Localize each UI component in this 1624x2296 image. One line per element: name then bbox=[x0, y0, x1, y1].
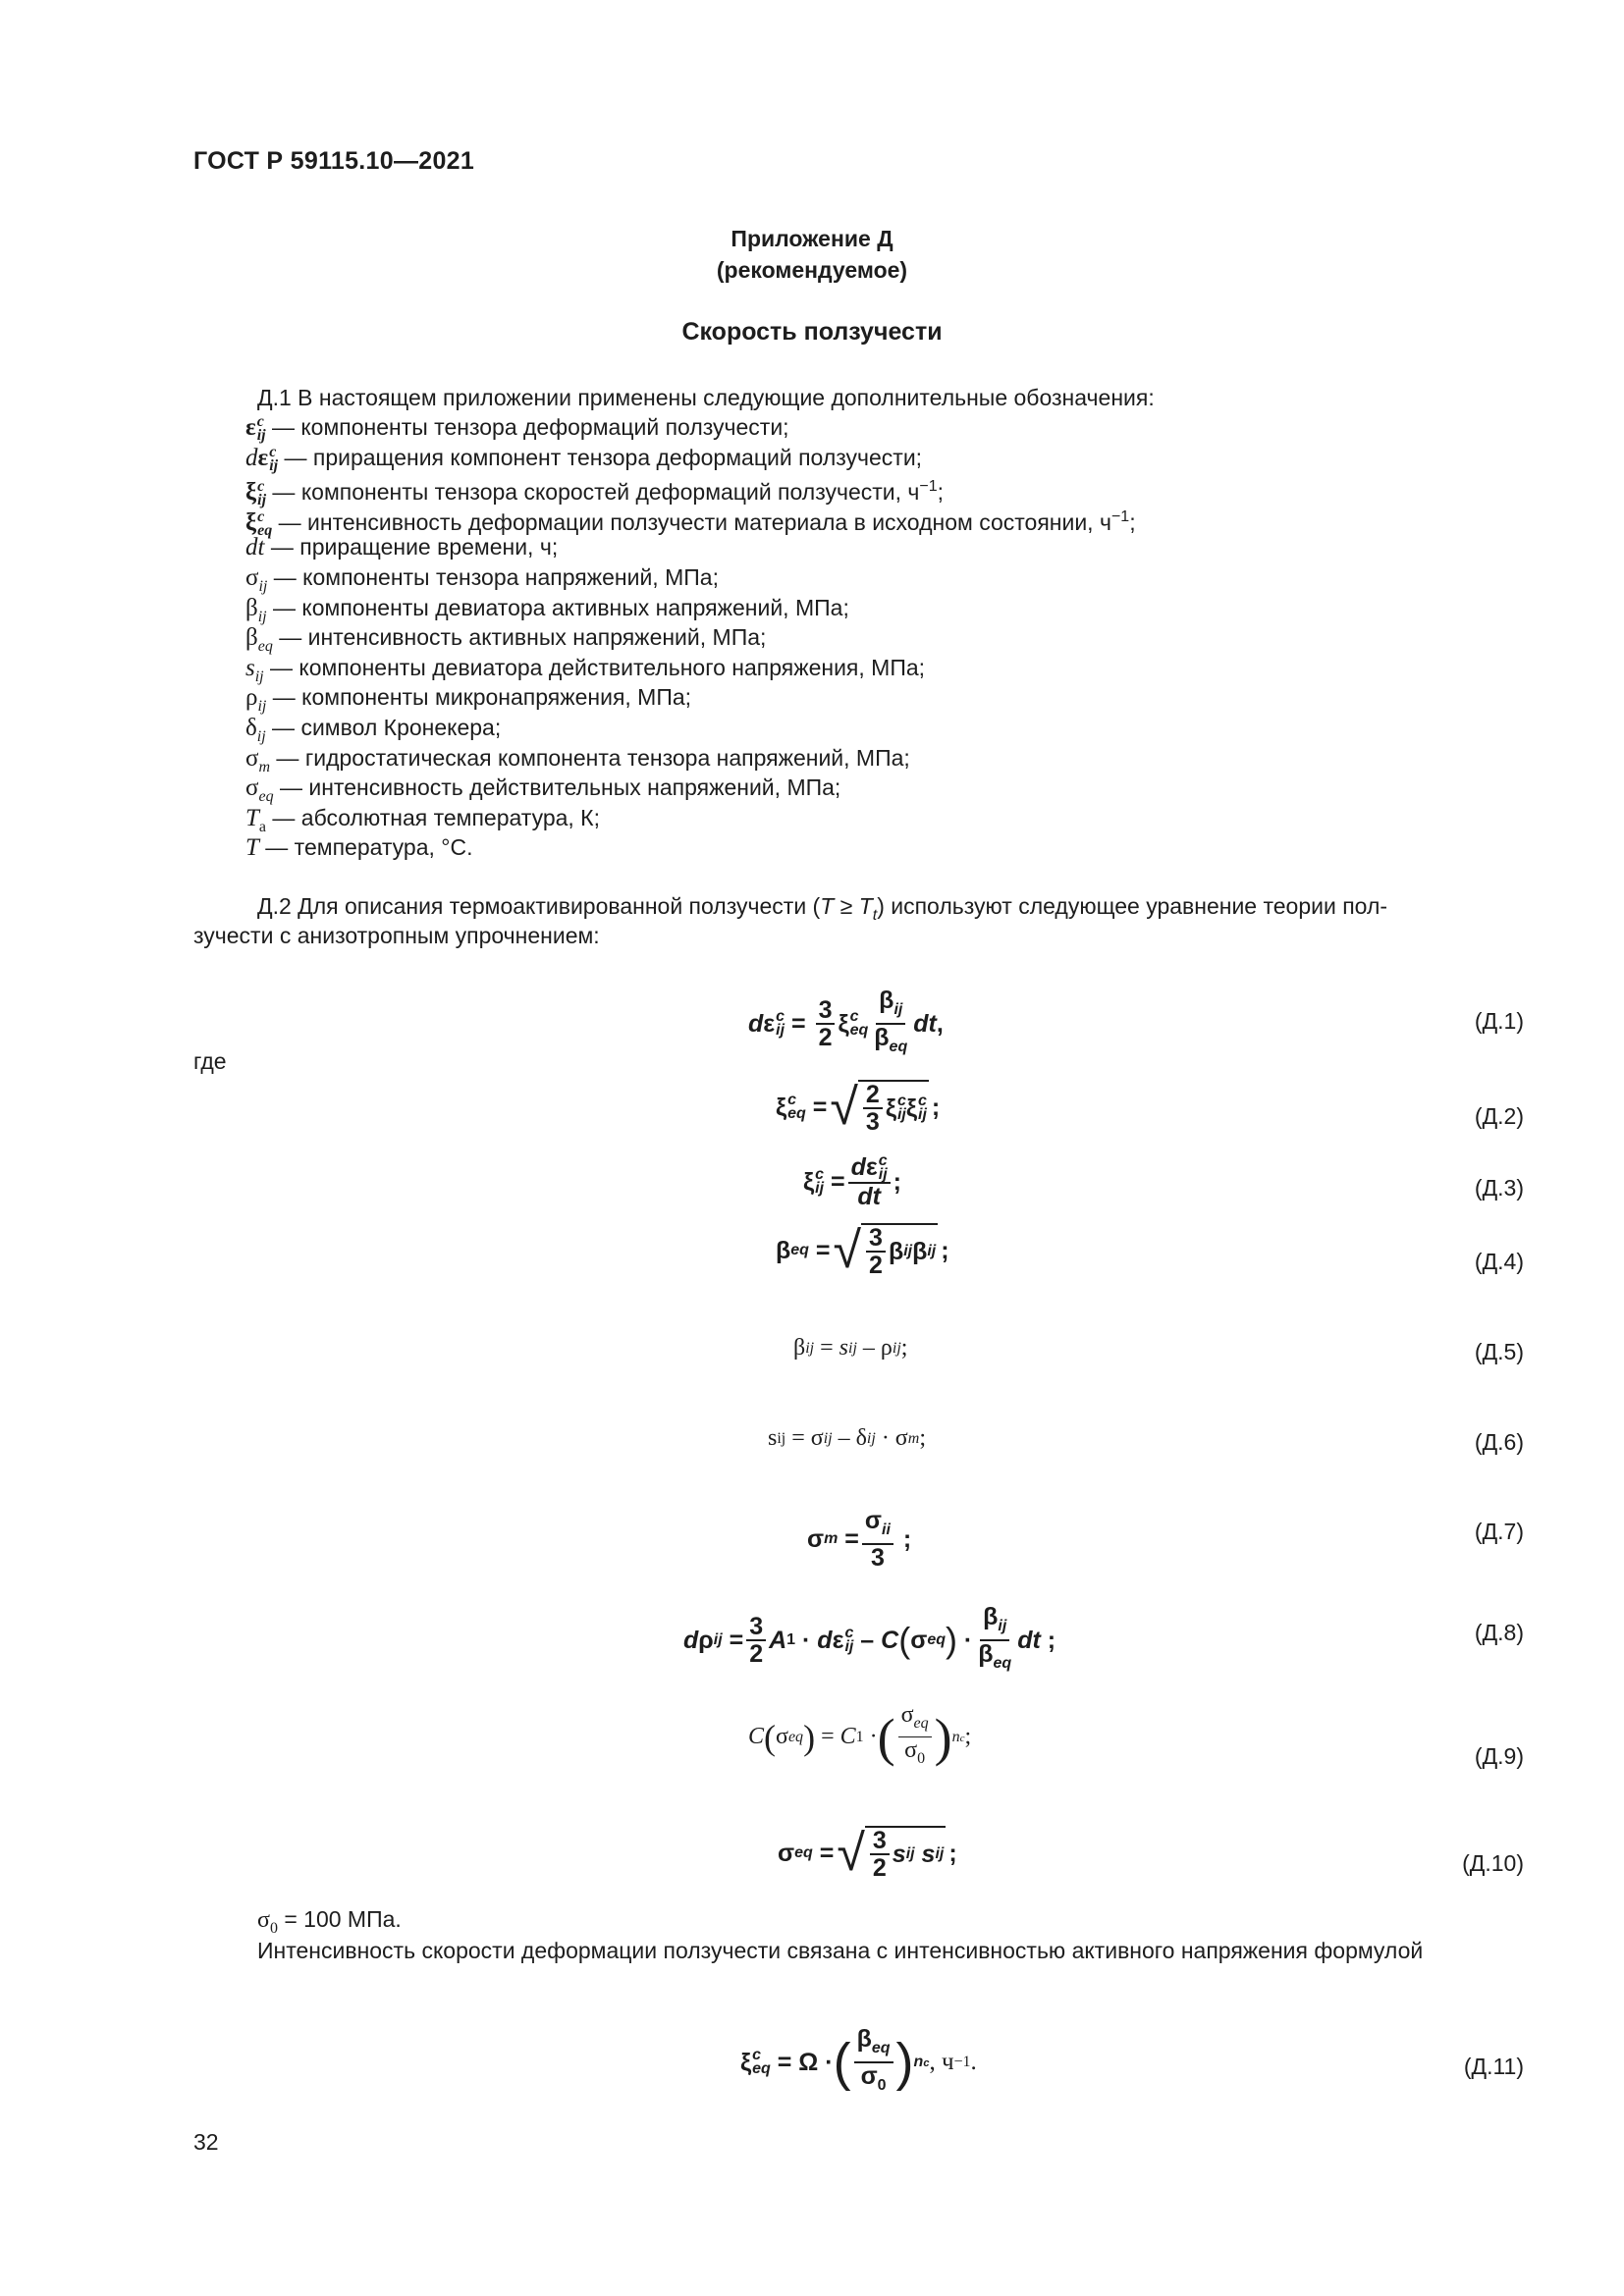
symbol-s-ij: $s_{ij}$ bbox=[245, 654, 264, 685]
symbol-eps-c-ij: ε c ij bbox=[245, 413, 266, 445]
symbol-sigma-m: $\sigma_m$ bbox=[245, 744, 271, 775]
definition-item: ξ c ij — компоненты тензора скоростей деформаций ползучести, $ч^{-1}$; bbox=[245, 478, 945, 509]
symbol-xi-c-eq: ξ c eq bbox=[245, 508, 273, 540]
formula-d11: ξ c eq = Ω · ( $\frac{\beta_{eq}}{\sigma_0}$ ) nc , ч −1 . bbox=[740, 2025, 977, 2094]
definition-item: $s_{ij}$ — компоненты девиатора действительного напряжения, МПа; bbox=[245, 653, 1136, 683]
symbol-beta-eq: $\beta_{eq}$ bbox=[245, 624, 273, 656]
symbol-d-eps-c-ij: dε c ij bbox=[245, 443, 279, 474]
formula-d10: σ eq = √ $\frac{3}{2}$ s ij s ij ; bbox=[778, 1825, 957, 1882]
symbol-rho-ij: $\rho_{ij}$ bbox=[245, 684, 267, 716]
formula-d9: C ( σ eq ) = C 1 · ( $\frac{\sigma_{eq}}{\sigma_0}$ ) nc ; bbox=[748, 1702, 972, 1767]
symbol-dt: dt bbox=[245, 534, 265, 561]
formula-d7: σ m = $\frac{\sigma_{ii}}{3}$ ; bbox=[807, 1507, 912, 1572]
definition-item: $\sigma_{eq}$ — интенсивность действительных напряжений, МПа; bbox=[245, 773, 1136, 803]
symbol-xi-c-ij: ξ c ij bbox=[245, 478, 267, 509]
formula-label-d9: (Д.9) bbox=[1474, 1743, 1524, 1769]
intro-paragraph: Д.1 В настоящем приложении применены следующие дополнительные обозначения: bbox=[257, 385, 1155, 410]
definition-item: T — температура, °С. bbox=[245, 834, 473, 862]
d2-paragraph-line2: зучести с анизотропным упрочнением: bbox=[193, 923, 600, 948]
closing-paragraph: Интенсивность скорости деформации ползучести связана с интенсивностью активного напряжения формулой bbox=[257, 1938, 1424, 1963]
definition-item: dε c ij — приращения компонент тензора деформаций ползучести; bbox=[245, 443, 923, 474]
definition-item: $\beta_{ij}$ — компоненты девиатора активных напряжений, МПа; bbox=[245, 593, 1136, 623]
definition-item: dt — приращение времени, ч; bbox=[245, 534, 559, 561]
definition-item: $\sigma_m$ — гидростатическая компонента тензора напряжений, МПа; bbox=[245, 743, 1136, 774]
symbol-t-a: $T_a$ bbox=[245, 804, 267, 835]
section-title: Скорость ползучести bbox=[681, 318, 943, 346]
annex-title: Приложение Д bbox=[731, 226, 893, 251]
formula-d3: ξ c ij = dε c ij dt ; bbox=[803, 1152, 901, 1211]
formula-label-d3: (Д.3) bbox=[1474, 1175, 1524, 1201]
symbol-delta-ij: $\delta_{ij}$ bbox=[245, 714, 266, 745]
definition-item: $\delta_{ij}$ — символ Кронекера; bbox=[245, 713, 1136, 743]
formula-label-d11: (Д.11) bbox=[1463, 2054, 1524, 2079]
symbol-beta-ij: $\beta_{ij}$ bbox=[245, 594, 267, 625]
annex-status: (рекомендуемое) bbox=[716, 257, 908, 283]
formula-d2: ξ c eq = √ $\frac{2}{3}$ ξ c ij ξ c ij ; bbox=[776, 1079, 941, 1136]
formula-d1: d ε c ij = $\frac{3}{2}$ ξ c eq $\frac{\beta_{ij}}{\beta_{eq}}$ dt , bbox=[748, 987, 944, 1055]
formula-label-d6: (Д.6) bbox=[1474, 1429, 1524, 1455]
formula-label-d8: (Д.8) bbox=[1474, 1620, 1524, 1645]
formula-label-d4: (Д.4) bbox=[1474, 1249, 1524, 1274]
formula-d8: d ρ ij = $\frac{3}{2}$ A 1 · d ε c ij – C ( σ eq ) · $\frac{\beta_{ij}}{\beta_{eq}}$ dt ; bbox=[683, 1603, 1056, 1672]
page-number: 32 bbox=[193, 2129, 219, 2155]
definition-item: $\sigma_{ij}$ — компоненты тензора напряжений, МПа; bbox=[245, 562, 1136, 593]
symbol-sigma-eq: $\sigma_{eq}$ bbox=[245, 774, 274, 806]
formula-d4: β eq = √ $\frac{3}{2}$ β ij β ij ; bbox=[776, 1222, 949, 1279]
definition-item: ξ c eq — интенсивность деформации ползучести материала в исходном состоянии, $ч^{-1}$; bbox=[245, 507, 1136, 540]
definition-item: $\rho_{ij}$ — компоненты микронапряжения, МПа; bbox=[245, 682, 1136, 713]
formula-label-d5: (Д.5) bbox=[1474, 1339, 1524, 1364]
formula-label-d7: (Д.7) bbox=[1474, 1519, 1524, 1544]
symbol-t: T bbox=[245, 834, 259, 862]
document-id: ГОСТ Р 59115.10—2021 bbox=[193, 147, 475, 175]
definition-item: $T_a$ — абсолютная температура, К; bbox=[245, 803, 1136, 833]
formula-label-d10: (Д.10) bbox=[1462, 1850, 1524, 1876]
where-label: где bbox=[193, 1048, 227, 1074]
d2-paragraph-line1: Д.2 Для описания термоактивированной ползучести $(T \ge T_t)$ используют следующее уравнение теории пол- bbox=[257, 893, 1388, 924]
formula-d6: s ij = σ ij – δ ij · σ m ; bbox=[768, 1425, 926, 1451]
formula-d5: β ij = s ij – ρ ij ; bbox=[793, 1335, 908, 1361]
definitions-list bbox=[245, 412, 1136, 863]
definition-item: $\beta_{eq}$ — интенсивность активных напряжений, МПа; bbox=[245, 622, 1136, 653]
formula-label-d1: (Д.1) bbox=[1474, 1008, 1524, 1034]
sigma0-line: $\sigma_0 = 100$ МПа. bbox=[257, 1906, 402, 1937]
symbol-sigma-ij: $\sigma_{ij}$ bbox=[245, 563, 268, 595]
formula-label-d2: (Д.2) bbox=[1474, 1103, 1524, 1129]
definition-item: ε c ij — компоненты тензора деформаций ползучести; bbox=[245, 413, 789, 445]
